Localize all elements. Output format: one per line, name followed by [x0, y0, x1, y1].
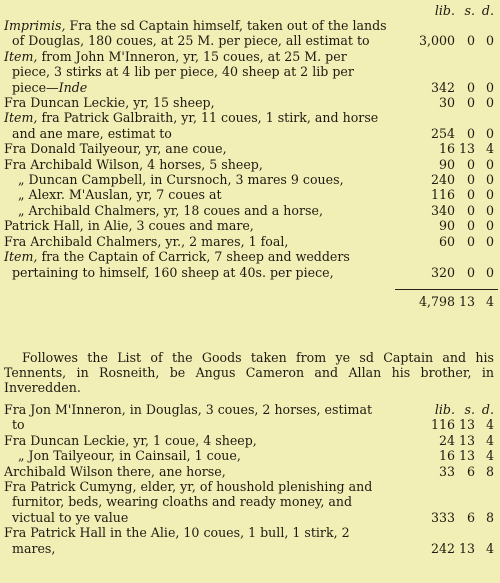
amount-d: 8 [485, 509, 494, 525]
entry-description [4, 218, 387, 233]
amount-d: 0 [485, 156, 494, 172]
entry-description [4, 18, 387, 49]
table-row [4, 249, 494, 280]
amount-d: 0 [485, 218, 494, 234]
entry-text: Patrick Hall, in Alie, 3 coues and mare, [4, 218, 254, 234]
table-row [4, 141, 494, 156]
entry-text: Fra Archibald Wilson, 4 horses, 5 sheep, [4, 156, 263, 172]
amount-s: 0 [466, 125, 475, 141]
amount-s: 0 [466, 233, 475, 249]
table-row [4, 172, 494, 187]
entry-text: Fra Donald Tailyeour, yr, ane coue, [4, 141, 227, 157]
entry-text: „ Alexr. M'Auslan, yr, 7 coues at [18, 187, 222, 203]
total-rule [395, 289, 498, 290]
total-s: 13 [458, 293, 475, 309]
total-lib: 4,798 [418, 293, 455, 309]
header-d: d. [481, 402, 494, 417]
amount-s: 13 [458, 417, 475, 433]
table-row [4, 203, 494, 218]
table-row [4, 95, 494, 110]
amount-s: 0 [466, 264, 475, 280]
entry-lead-word: Item, [4, 48, 38, 64]
amount-d: 4 [485, 417, 494, 433]
header-lib: lib. [434, 402, 455, 417]
amount-lib: 3,000 [418, 33, 455, 49]
amount-d: 0 [485, 202, 494, 218]
amount-d: 0 [485, 79, 494, 95]
entry-lead-word: Item, [4, 249, 38, 265]
amount-s: 0 [466, 202, 475, 218]
table-row [4, 18, 494, 49]
amount-d: 0 [485, 125, 494, 141]
table-row [4, 187, 494, 202]
amount-d: 0 [485, 264, 494, 280]
amount-d: 0 [485, 33, 494, 49]
entry-description [4, 525, 387, 556]
amount-lib: 16 [438, 141, 455, 157]
amount-s: 13 [458, 448, 475, 464]
header-lib: lib. [434, 2, 455, 18]
entry-lead-word: Item, [4, 110, 38, 126]
header-s: s. [464, 402, 475, 417]
amount-s: 0 [466, 33, 475, 49]
entry-text: from John M'Inneron, yr, 15 coues, at 25 M. per piece, 3 stirks at 4 lib per piece, 40 sheep at 2 lib per piece— [12, 48, 354, 95]
column-header-row [4, 2, 494, 18]
amount-d: 4 [485, 432, 494, 448]
table-row [4, 525, 494, 556]
entry-text: „ Archibald Chalmers, yr, 18 coues and a horse, [18, 202, 323, 218]
amount-lib: 33 [438, 463, 455, 479]
entry-description [4, 49, 387, 95]
entry-text: Fra Duncan Leckie, yr, 1 coue, 4 sheep, [4, 432, 257, 448]
table-row [4, 402, 494, 433]
amount-lib: 90 [438, 218, 455, 234]
amount-d: 0 [485, 172, 494, 188]
amount-s: 0 [466, 95, 475, 111]
entry-description [4, 448, 387, 463]
entry-text: „ Jon Tailyeour, in Cainsail, 1 coue, [18, 448, 241, 464]
amount-lib: 30 [438, 95, 455, 111]
amount-lib: 24 [438, 432, 455, 448]
table-row [4, 218, 494, 233]
table-row [4, 479, 494, 525]
entry-text: Fra Archibald Chalmers, yr., 2 mares, 1 foal, [4, 233, 289, 249]
entry-text: Fra Patrick Hall in the Alie, 10 coues, 1 bull, 1 stirk, 2 mares, [4, 525, 350, 556]
table-row [4, 157, 494, 172]
header-d: d. [481, 2, 494, 18]
entry-text: Fra Patrick Cumyng, elder, yr, of houshold plenishing and furnitor, beds, wearing cloaths and ready money, and victual to ye value [4, 479, 373, 525]
amount-s: 13 [458, 432, 475, 448]
header-s: s. [464, 2, 475, 18]
table-row [4, 49, 494, 95]
entry-text: Fra Jon M'Inneron, in Douglas, 3 coues, 2 horses, estimat to [4, 402, 373, 433]
entry-description [4, 203, 387, 218]
amount-s: 0 [466, 79, 475, 95]
entry-description [4, 249, 387, 280]
entry-lead-word: Imprimis, [4, 18, 66, 33]
entries-list-2 [4, 402, 494, 556]
goods-table-2 [4, 402, 494, 556]
amount-lib: 90 [438, 156, 455, 172]
total-d: 4 [485, 293, 494, 309]
amount-lib: 60 [438, 233, 455, 249]
entry-description [4, 95, 387, 110]
list-heading-paragraph: Followes the List of the Goods taken from ye sd Captain and his Tennents, in Rosneith, be Angus Cameron and Allan his brother, in Inveredden. [4, 350, 494, 396]
amount-s: 0 [466, 172, 475, 188]
entry-text: fra the Captain of Carrick, 7 sheep and wedders pertaining to himself, 160 sheep at 40s. per piece, [12, 249, 350, 280]
entry-text: Archibald Wilson there, ane horse, [4, 463, 226, 479]
amount-s: 6 [466, 509, 475, 525]
amount-lib: 320 [430, 264, 455, 280]
amount-lib: 240 [430, 172, 455, 188]
amount-d: 4 [485, 141, 494, 157]
amount-lib: 242 [430, 540, 455, 556]
total-row [4, 286, 494, 308]
table-row [4, 110, 494, 141]
amount-lib: 340 [430, 202, 455, 218]
table-row [4, 448, 494, 463]
amount-d: 0 [485, 95, 494, 111]
amount-d: 0 [485, 233, 494, 249]
entry-text: Fra Duncan Leckie, yr, 15 sheep, [4, 95, 215, 111]
entry-description [4, 464, 387, 479]
amount-lib: 116 [430, 417, 455, 433]
entry-description [4, 479, 387, 525]
table-row [4, 234, 494, 249]
amount-lib: 16 [438, 448, 455, 464]
entry-description [4, 433, 387, 448]
table-row [4, 464, 494, 479]
entry-description [4, 110, 387, 141]
table-row [4, 433, 494, 448]
entry-description [4, 157, 387, 172]
amount-s: 0 [466, 187, 475, 203]
amount-d: 4 [485, 540, 494, 556]
entries-list [4, 18, 494, 280]
amount-s: 0 [466, 218, 475, 234]
amount-s: 6 [466, 463, 475, 479]
entry-text: fra Patrick Galbraith, yr, 11 coues, 1 stirk, and horse and ane mare, estimat to [12, 110, 379, 141]
amount-lib: 342 [430, 79, 455, 95]
amount-d: 0 [485, 187, 494, 203]
amount-s: 13 [458, 141, 475, 157]
amount-lib: 116 [430, 187, 455, 203]
entry-tail-word: Inde [58, 79, 88, 95]
entry-description [4, 172, 387, 187]
entry-description [4, 402, 387, 433]
entry-text: Fra the sd Captain himself, taken out of the lands of Douglas, 180 coues, at 25 M. per piece, all estimat to [12, 18, 387, 49]
entry-description [4, 141, 387, 156]
goods-table-1 [4, 2, 494, 308]
amount-d: 8 [485, 463, 494, 479]
amount-lib: 254 [430, 125, 455, 141]
entry-text: „ Duncan Campbell, in Cursnoch, 3 mares 9 coues, [18, 172, 344, 188]
amount-s: 0 [466, 156, 475, 172]
amount-s: 13 [458, 540, 475, 556]
entry-description [4, 187, 387, 202]
amount-d: 4 [485, 448, 494, 464]
entry-description [4, 234, 387, 249]
amount-lib: 333 [430, 509, 455, 525]
